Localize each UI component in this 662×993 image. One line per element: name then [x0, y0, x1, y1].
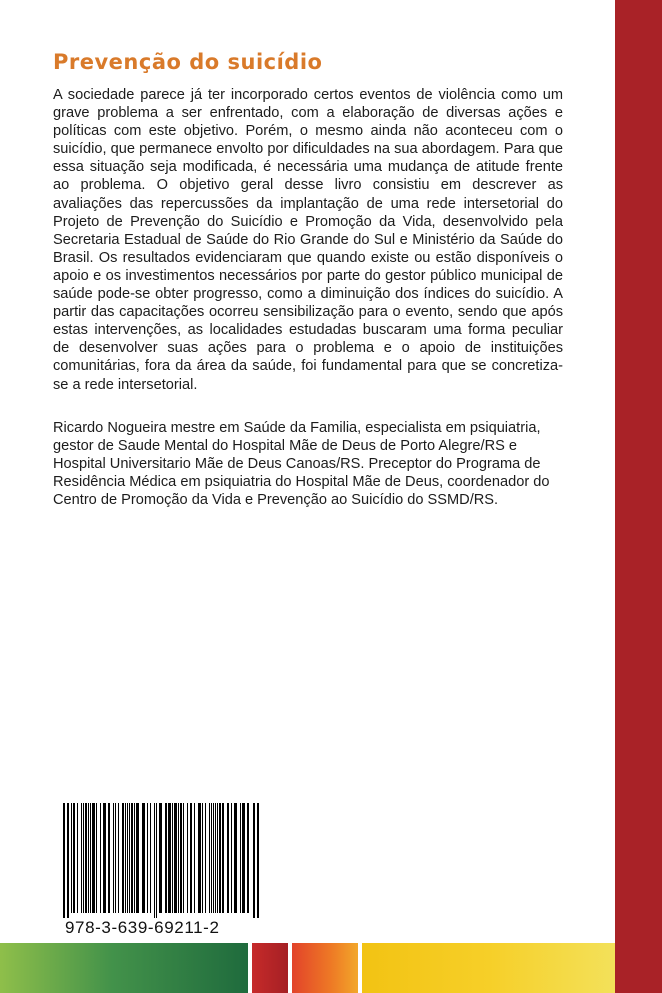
barcode-bar	[211, 803, 212, 913]
side-color-band	[615, 0, 662, 993]
barcode-bar	[156, 803, 157, 918]
barcode-bar	[202, 803, 203, 913]
barcode-bar	[174, 803, 177, 913]
barcode-bar	[215, 803, 216, 913]
barcode-bar	[118, 803, 119, 913]
barcode-bar	[180, 803, 182, 913]
barcode-bar	[205, 803, 206, 913]
barcode-bar	[63, 803, 65, 918]
barcode-bar	[131, 803, 133, 913]
isbn-barcode	[63, 803, 259, 918]
barcode-bar	[147, 803, 148, 913]
barcode-bar	[71, 803, 72, 913]
barcode-bar	[129, 803, 130, 913]
barcode-bar	[172, 803, 173, 913]
barcode-bar	[90, 803, 91, 913]
barcode-bar	[219, 803, 221, 913]
barcode-bar	[187, 803, 188, 913]
barcode-bar	[257, 803, 259, 918]
barcode-bar	[115, 803, 116, 913]
barcode-bar	[77, 803, 78, 913]
barcode-bar	[168, 803, 171, 913]
barcode-bar	[81, 803, 82, 913]
barcode-bar	[227, 803, 229, 913]
barcode-bar	[85, 803, 87, 913]
barcode-bar	[142, 803, 145, 913]
barcode-bar	[165, 803, 167, 913]
barcode-bar	[234, 803, 237, 913]
barcode-bar	[92, 803, 95, 913]
bottom-color-strip	[0, 943, 615, 993]
barcode-bar	[136, 803, 139, 913]
barcode-bar	[83, 803, 84, 913]
barcode-bar	[194, 803, 195, 913]
barcode-bar	[247, 803, 249, 913]
barcode-bar	[240, 803, 241, 913]
barcode-bar	[127, 803, 128, 913]
barcode-bar	[134, 803, 135, 913]
strip-orange-segment	[292, 943, 358, 993]
barcode-bar	[100, 803, 101, 913]
barcode-bar	[253, 803, 255, 918]
strip-red-segment	[252, 943, 288, 993]
barcode-bar	[125, 803, 126, 913]
barcode-bar	[122, 803, 124, 913]
isbn-number: 978-3-639-69211-2	[65, 918, 220, 937]
barcode-bar	[178, 803, 179, 913]
barcode-bar	[231, 803, 232, 913]
barcode-bar	[183, 803, 184, 913]
barcode-bar	[113, 803, 114, 913]
barcode-bar	[96, 803, 97, 913]
barcode-bar	[222, 803, 224, 913]
barcode-bar	[198, 803, 201, 913]
barcode-bar	[88, 803, 89, 913]
barcode-bar	[154, 803, 155, 918]
barcode-bar	[213, 803, 214, 913]
barcode-bar	[103, 803, 106, 913]
strip-green-segment	[0, 943, 248, 993]
barcode-bar	[73, 803, 75, 913]
barcode-bar	[159, 803, 162, 913]
author-bio: Ricardo Nogueira mestre em Saúde da Familia, especialista em psiquiatria, gestor de Saude Mental do Hospital Mãe de Deus de Porto Alegre/RS e Hospital Universitario Mãe de Deus Canoas/RS. Preceptor do Programa de Residência Médica em psiquiatria do Hospital Mãe de Deus, coordenador do Centro de Promoção da Vida e Prevenção ao Suicídio do SSMD/RS.	[53, 420, 550, 509]
barcode-bar	[242, 803, 245, 913]
barcode-bar	[150, 803, 151, 913]
barcode-bar	[108, 803, 110, 913]
barcode-bar	[67, 803, 69, 918]
barcode-bar	[217, 803, 218, 913]
barcode-bar	[209, 803, 210, 913]
book-abstract: A sociedade parece já ter incorporado certos eventos de violência como um grave problema a ser enfrentado, com a elaboração de diversas ações e políticas com este objetivo. Porém, o mesmo ainda não aconteceu com o suicídio, que permanece envolto por dificuldades na sua abordagem. Para que essa situação seja modificada, é necessária uma mudança de atitude frente ao problema. O objetivo geral desse livro consistiu em descrever as avaliações das repercussões da implantação de uma rede intersetorial do Projeto de Prevenção do Suicídio e Promoção da Vida, desenvolvido pela Secretaria Estadual de Saúde do Rio Grande do Sul e Ministério da Saúde do Brasil. Os resultados evidenciaram que quando existe ou estão disponíveis o apoio e os investimentos necessários por parte do gestor público municipal de saúde pode-se obter progresso, como a diminuição dos índices do suicídio. A partir das capacitações ocorreu sensibilização para o evento, sendo que após estas intervenções, as localidades estudadas buscaram uma forma peculiar de desenvolver suas ações para o problema e o apoio de instituições comunitárias, fora da área da saúde, foi fundamental para que se concretiza-se a rede intersetorial.	[53, 87, 563, 393]
barcode-bar	[190, 803, 192, 913]
strip-yellow-segment	[362, 943, 615, 993]
book-title: Prevenção do suicídio	[53, 50, 323, 74]
